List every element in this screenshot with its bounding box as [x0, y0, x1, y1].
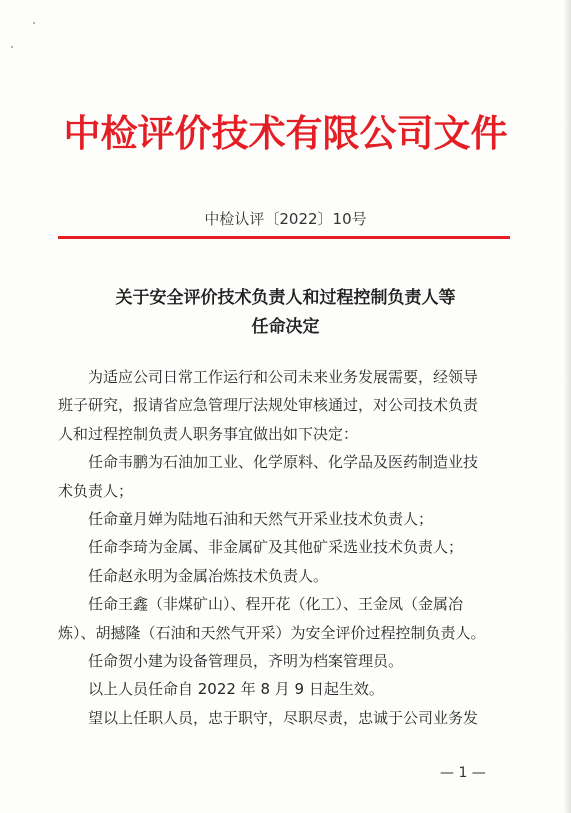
paragraph-appointment-tong	[58, 505, 508, 533]
text-line: 任命王鑫（非煤矿山）、程开花（化工）、王金凤（金属冶	[88, 595, 464, 614]
text-line: 术负责人；	[58, 481, 134, 500]
text-line: 任命李琦为金属、非金属矿及其他矿采选业技术负责人；	[88, 538, 464, 557]
header-divider-line	[58, 236, 510, 239]
text-line: 以上人员任命自 2022 年 8 月 9 日起生效。	[88, 680, 384, 699]
paragraph-intro	[58, 363, 508, 448]
text-line: 任命童月婵为陆地石油和天然气开采业技术负责人；	[88, 510, 434, 529]
paragraph-closing	[58, 704, 508, 732]
paragraph-process-control	[58, 590, 508, 647]
scan-speck	[33, 22, 35, 24]
document-number: 中检认评〔2022〕10号	[204, 210, 367, 228]
document-body	[58, 363, 508, 732]
scan-speck	[11, 46, 13, 48]
document-title	[60, 284, 511, 342]
page-number: — 1 —	[440, 765, 486, 781]
text-line: 为适应公司日常工作运行和公司未来业务发展需要，经领导	[88, 368, 479, 386]
text-line: 任命韦鹏为石油加工业、化学原料、化学品及医药制造业技	[88, 453, 479, 472]
document-header-title: 中检评价技术有限公司文件	[63, 111, 508, 155]
paragraph-appointment-he	[58, 647, 508, 675]
paragraph-appointment-zhao	[58, 562, 508, 590]
text-line: 人和过程控制负责人职务事宜做出如下决定：	[58, 424, 359, 443]
text-line: 炼）、胡撼隆（石油和天然气开采）为安全评价过程控制负责人。	[58, 623, 486, 642]
text-line: 班子研究，报请省应急管理厅法规处审核通过，对公司技术负责	[58, 396, 479, 415]
document-title-line-2: 任命决定	[251, 317, 320, 337]
document-title-line-1: 关于安全评价技术负责人和过程控制负责人等	[115, 288, 456, 308]
paragraph-appointment-li	[58, 533, 508, 561]
text-line: 任命贺小建为设备管理员，齐明为档案管理员。	[88, 652, 404, 671]
text-line: 任命赵永明为金属冶炼技术负责人。	[88, 566, 329, 585]
paragraph-appointment-wei	[58, 448, 508, 505]
paragraph-effective-date	[58, 675, 508, 703]
page-edge-shadow	[563, 0, 571, 813]
text-line: 望以上任职人员，忠于职守，尽职尽责，忠诚于公司业务发	[88, 708, 479, 727]
